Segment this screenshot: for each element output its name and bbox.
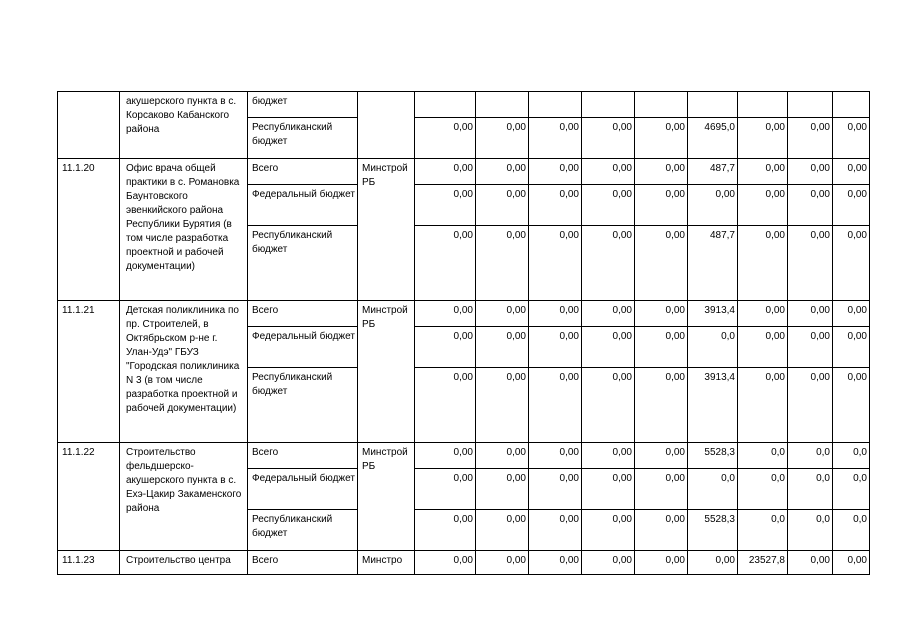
value-cell: 0,00 <box>415 327 476 368</box>
value-cell: 0,00 <box>582 510 635 551</box>
executor-text: Минстрой РБ <box>362 163 408 188</box>
executor-cell <box>358 92 415 159</box>
executor-cell <box>358 443 415 551</box>
value-cell: 487,7 <box>688 159 738 185</box>
object-name-cell <box>120 159 248 301</box>
value-cell: 0,00 <box>688 551 738 575</box>
value-cell: 0,00 <box>582 443 635 469</box>
value-cell: 0,00 <box>738 368 788 443</box>
value-cell: 0,00 <box>833 551 870 575</box>
executor-cell <box>358 551 415 575</box>
value-cell: 0,00 <box>582 327 635 368</box>
funding-source-text: Республиканский бюджет <box>252 514 333 539</box>
object-name-cell <box>120 443 248 551</box>
object-name-cell <box>120 551 248 575</box>
value-cell: 0,00 <box>476 551 529 575</box>
funding-source-cell <box>248 443 358 469</box>
value-cell: 0,0 <box>738 469 788 510</box>
object-name-text: акушерского пункта в с. Корсаково Кабанского района <box>126 96 237 135</box>
value-cell <box>788 92 833 118</box>
executor-cell <box>358 159 415 301</box>
value-cell <box>529 92 582 118</box>
value-cell: 0,00 <box>529 327 582 368</box>
value-cell: 0,00 <box>529 185 582 226</box>
value-cell: 0,00 <box>529 301 582 327</box>
value-cell <box>582 92 635 118</box>
value-cell: 0,00 <box>833 327 870 368</box>
funding-source-cell <box>248 185 358 226</box>
funding-source-text: Федеральный бюджет <box>252 473 355 484</box>
funding-source-text: Федеральный бюджет <box>252 189 355 200</box>
value-cell: 0,00 <box>415 226 476 301</box>
value-cell: 0,00 <box>635 185 688 226</box>
executor-cell <box>358 301 415 443</box>
value-cell: 0,00 <box>788 301 833 327</box>
table-row <box>58 443 870 469</box>
value-cell: 0,00 <box>738 301 788 327</box>
funding-source-text: Республиканский бюджет <box>252 122 333 147</box>
value-cell: 0,00 <box>788 551 833 575</box>
value-cell: 0,00 <box>833 159 870 185</box>
value-cell: 0,00 <box>476 159 529 185</box>
value-cell: 0,00 <box>788 159 833 185</box>
value-cell: 0,00 <box>635 368 688 443</box>
table-row <box>58 92 870 118</box>
value-cell: 0,00 <box>738 226 788 301</box>
value-cell: 0,00 <box>415 301 476 327</box>
value-cell: 0,00 <box>476 185 529 226</box>
value-cell: 0,00 <box>635 301 688 327</box>
value-cell: 0,00 <box>582 118 635 159</box>
row-code-cell: 11.1.23 <box>58 551 120 575</box>
value-cell: 0,00 <box>582 226 635 301</box>
value-cell: 0,00 <box>833 368 870 443</box>
table-row <box>58 551 870 575</box>
value-cell: 0,00 <box>476 118 529 159</box>
value-cell: 0,00 <box>635 510 688 551</box>
value-cell: 0,0 <box>688 327 738 368</box>
value-cell <box>833 92 870 118</box>
value-cell: 0,00 <box>788 118 833 159</box>
object-name-text: Детская поликлиника по пр. Строителей, в Октябрьском р-не г. Улан-Удэ" ГБУЗ "Городская поликлиника N 3 (в том числе разработка проектной и рабочей документации) <box>126 305 240 414</box>
value-cell: 0,00 <box>529 159 582 185</box>
funding-source-cell <box>248 301 358 327</box>
funding-source-text: Всего <box>252 555 279 566</box>
value-cell: 0,00 <box>476 443 529 469</box>
value-cell: 0,00 <box>582 551 635 575</box>
funding-source-text: Республиканский бюджет <box>252 230 333 255</box>
table-row <box>58 301 870 327</box>
value-cell: 0,00 <box>415 118 476 159</box>
value-cell: 0,00 <box>788 226 833 301</box>
value-cell: 0,00 <box>415 469 476 510</box>
value-cell: 0,00 <box>635 159 688 185</box>
value-cell: 0,00 <box>833 118 870 159</box>
executor-text: Минстрой РБ <box>362 447 408 472</box>
object-name-cell <box>120 92 248 159</box>
row-code-cell <box>58 92 120 159</box>
value-cell: 0,00 <box>415 159 476 185</box>
object-name-text: Строительство центра <box>126 555 231 566</box>
value-cell: 23527,8 <box>738 551 788 575</box>
value-cell: 0,00 <box>688 185 738 226</box>
value-cell: 0,00 <box>476 327 529 368</box>
value-cell: 0,00 <box>529 118 582 159</box>
value-cell: 0,00 <box>788 327 833 368</box>
funding-source-text: Всего <box>252 163 279 174</box>
value-cell: 0,00 <box>833 185 870 226</box>
value-cell: 0,00 <box>635 551 688 575</box>
funding-source-text: Всего <box>252 305 279 316</box>
value-cell: 0,00 <box>582 185 635 226</box>
object-name-cell <box>120 301 248 443</box>
value-cell: 0,0 <box>833 443 870 469</box>
value-cell: 0,00 <box>529 443 582 469</box>
funding-source-cell <box>248 226 358 301</box>
table-row <box>58 159 870 185</box>
value-cell: 0,00 <box>582 159 635 185</box>
funding-source-text: Федеральный бюджет <box>252 331 355 342</box>
funding-source-cell <box>248 469 358 510</box>
value-cell: 3913,4 <box>688 301 738 327</box>
value-cell: 487,7 <box>688 226 738 301</box>
value-cell: 0,00 <box>582 368 635 443</box>
value-cell: 0,00 <box>788 185 833 226</box>
value-cell: 0,0 <box>788 510 833 551</box>
value-cell: 0,00 <box>415 185 476 226</box>
executor-text: Минстро <box>362 555 403 566</box>
value-cell: 0,00 <box>635 327 688 368</box>
value-cell <box>635 92 688 118</box>
value-cell: 0,0 <box>738 510 788 551</box>
value-cell: 0,00 <box>635 226 688 301</box>
value-cell: 0,00 <box>738 185 788 226</box>
value-cell: 0,00 <box>415 443 476 469</box>
funding-source-cell <box>248 510 358 551</box>
value-cell <box>688 92 738 118</box>
value-cell: 0,00 <box>529 510 582 551</box>
value-cell: 0,00 <box>476 510 529 551</box>
value-cell: 0,00 <box>582 301 635 327</box>
value-cell <box>476 92 529 118</box>
value-cell <box>738 92 788 118</box>
value-cell: 0,00 <box>635 118 688 159</box>
funding-source-text: бюджет <box>252 96 288 107</box>
object-name-text: Офис врача общей практики в с. Романовка Баунтовского эвенкийского района Республики Бурятия (в том числе разработка проектной и рабочей документации) <box>126 163 240 272</box>
value-cell: 0,00 <box>582 469 635 510</box>
row-code-cell: 11.1.22 <box>58 443 120 551</box>
value-cell: 0,00 <box>415 510 476 551</box>
value-cell: 0,00 <box>415 551 476 575</box>
value-cell: 0,00 <box>738 159 788 185</box>
value-cell: 0,00 <box>476 301 529 327</box>
value-cell: 0,0 <box>738 443 788 469</box>
value-cell: 5528,3 <box>688 510 738 551</box>
value-cell: 0,00 <box>635 469 688 510</box>
funding-source-cell <box>248 159 358 185</box>
object-name-text: Строительство фельдшерско-акушерского пункта в с. Ехэ-Цакир Закаменского района <box>126 447 242 514</box>
value-cell: 0,0 <box>833 510 870 551</box>
value-cell: 0,00 <box>738 327 788 368</box>
value-cell: 0,0 <box>688 469 738 510</box>
funding-source-cell <box>248 92 358 118</box>
value-cell: 5528,3 <box>688 443 738 469</box>
funding-source-cell <box>248 118 358 159</box>
funding-source-text: Всего <box>252 447 279 458</box>
funding-source-cell <box>248 551 358 575</box>
value-cell: 0,00 <box>476 368 529 443</box>
value-cell: 0,00 <box>529 551 582 575</box>
value-cell: 0,0 <box>788 443 833 469</box>
value-cell: 0,00 <box>833 301 870 327</box>
value-cell: 0,00 <box>529 368 582 443</box>
row-code-cell: 11.1.20 <box>58 159 120 301</box>
value-cell: 3913,4 <box>688 368 738 443</box>
value-cell: 0,00 <box>415 368 476 443</box>
table-body <box>58 92 870 575</box>
value-cell: 0,00 <box>635 443 688 469</box>
funding-source-text: Республиканский бюджет <box>252 372 333 397</box>
value-cell: 0,00 <box>529 226 582 301</box>
value-cell: 0,00 <box>476 469 529 510</box>
value-cell: 0,0 <box>833 469 870 510</box>
funding-source-cell <box>248 327 358 368</box>
value-cell: 0,00 <box>788 368 833 443</box>
value-cell: 0,0 <box>788 469 833 510</box>
row-code-cell: 11.1.21 <box>58 301 120 443</box>
value-cell: 4695,0 <box>688 118 738 159</box>
budget-table <box>57 91 870 575</box>
value-cell: 0,00 <box>738 118 788 159</box>
value-cell: 0,00 <box>529 469 582 510</box>
funding-source-cell <box>248 368 358 443</box>
value-cell <box>415 92 476 118</box>
executor-text: Минстрой РБ <box>362 305 408 330</box>
value-cell: 0,00 <box>476 226 529 301</box>
value-cell: 0,00 <box>833 226 870 301</box>
